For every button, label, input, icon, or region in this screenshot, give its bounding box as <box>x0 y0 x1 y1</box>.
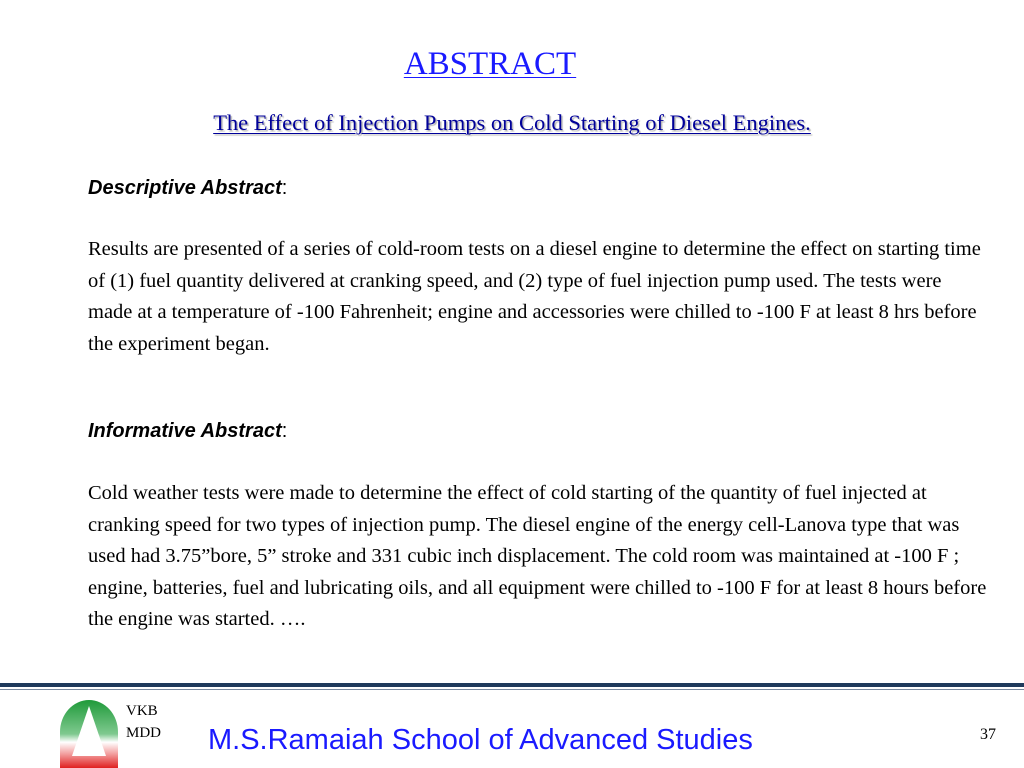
informative-abstract-heading-text: Informative Abstract <box>88 420 282 442</box>
footer-divider-thin <box>0 689 1024 690</box>
footer-initials <box>126 700 161 744</box>
msrsas-logo-icon <box>58 696 120 768</box>
footer-initials-line2: MDD <box>126 725 162 741</box>
page-number: 37 <box>980 726 996 743</box>
slide-subtitle: The Effect of Injection Pumps on Cold Starting of Diesel Engines. <box>213 110 811 135</box>
descriptive-abstract-heading <box>88 175 287 201</box>
informative-abstract-body: Cold weather tests were made to determine the effect of cold starting of the quantity of fuel injected at cranking speed for two types of injection pump. The diesel engine of the energy cell-Lanova type that was used had 3.75”bore, 5” stroke and 331 cubic inch displacement. The cold room was maintained at -100 F ; engine, batteries, fuel and lubricating oils, and all equipment were chilled to -100 F for at least 8 hours before the engine was started. …. <box>88 482 987 631</box>
descriptive-abstract-heading-text: Descriptive Abstract <box>88 177 282 199</box>
footer-initials-line1: VKB <box>126 703 158 719</box>
slide-title: ABSTRACT <box>403 46 577 82</box>
descriptive-abstract-colon: : <box>281 177 288 199</box>
footer-school-name: M.S.Ramaiah School of Advanced Studies <box>208 724 753 756</box>
informative-abstract-colon: : <box>281 420 288 442</box>
informative-abstract-heading <box>88 418 287 444</box>
descriptive-abstract-body: Results are presented of a series of cold-room tests on a diesel engine to determine the effect on starting time of (1) fuel quantity delivered at cranking speed, and (2) type of fuel injection pump used. The tests were made at a temperature of -100 Fahrenheit; engine and accessories were chilled to -100 F at least 8 hrs before the experiment began. <box>88 238 981 355</box>
footer-divider <box>0 683 1024 687</box>
